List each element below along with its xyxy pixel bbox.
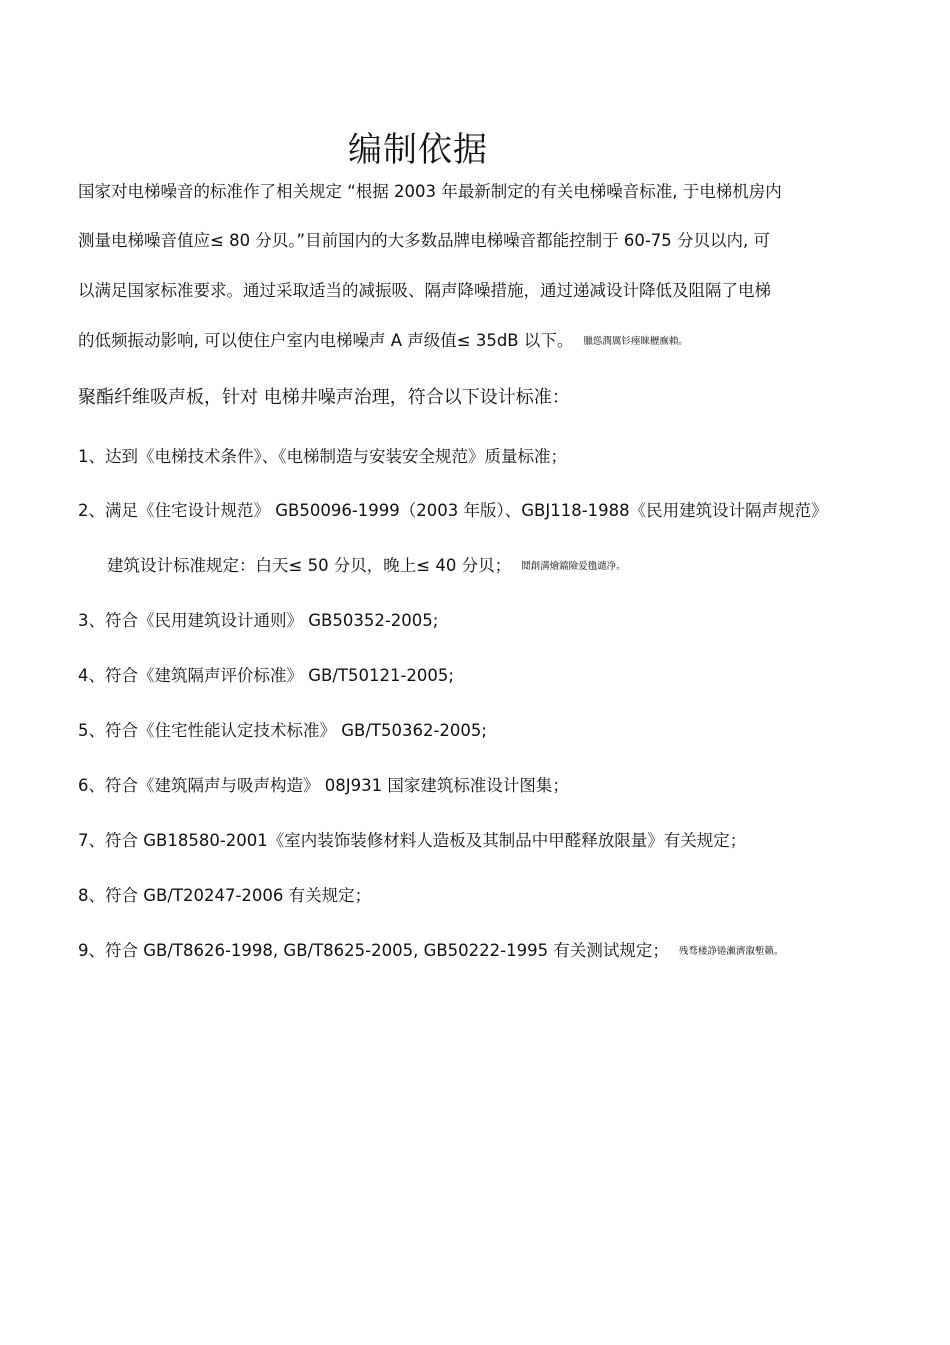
intro-line-3: 以满足国家标准要求。通过采取适当的减振吸、隔声降噪措施，通过递减设计降低及阻隔了电梯 xyxy=(78,281,771,300)
list-item-4: 4、符合《建筑隔声评价标准》 GB/T50121-2005; xyxy=(78,666,454,685)
list-item-9 xyxy=(78,940,783,963)
item9-tiny-text: 残骛楼諍锩瀨濟溆塹籟。 xyxy=(678,945,784,957)
list-item-3: 3、符合《民用建筑设计通则》 GB50352-2005; xyxy=(78,611,439,630)
intro-line-1: 国家对电梯噪音的标准作了相关规定 “根据 2003 年最新制定的有关电梯噪音标准, 于电梯机房内 xyxy=(78,182,782,201)
list-item-5: 5、符合《住宅性能认定技术标准》 GB/T50362-2005; xyxy=(78,721,487,740)
intro-line-4-text: 的低频振动影响, 可以使住户室内电梯噪声 A 声级值≤ 35dB 以下。 xyxy=(78,331,574,350)
intro-line-2: 测量电梯噪音值应≤ 80 分贝。”目前国内的大多数品牌电梯噪音都能控制于 60-75 分贝以内, 可 xyxy=(78,231,771,250)
intro-line-4 xyxy=(78,330,688,353)
list-item-1: 1、达到《电梯技术条件》、《电梯制造与安装安全规范》质量标准； xyxy=(78,447,567,466)
page-title: 编制依据 xyxy=(348,130,488,170)
list-item-9-text: 9、符合 GB/T8626-1998, GB/T8625-2005, GB50222-1995 有关测试规定； xyxy=(78,941,669,960)
list-item-2: 2、满足《住宅设计规范》 GB50096-1999（2003 年版）、GBJ118-1988《民用建筑设计隔声规范》 xyxy=(78,501,828,520)
list-item-7: 7、符合 GB18580-2001《室内装饰装修材料人造板及其制品中甲醛释放限量》有关规定； xyxy=(78,831,747,850)
list-item-2-continued xyxy=(107,555,626,578)
list-item-6: 6、符合《建筑隔声与吸声构造》 08J931 国家建筑标准设计图集； xyxy=(78,776,569,795)
standards-heading: 聚酯纤维吸声板，针对 电梯井噪声治理，符合以下设计标准： xyxy=(78,387,570,408)
list-item-2-continued-text: 建筑设计标准规定：白天≤ 50 分贝，晚上≤ 40 分贝； xyxy=(107,556,512,575)
list-item-8: 8、符合 GB/T20247-2006 有关规定； xyxy=(78,886,372,905)
intro-tiny-text: 臘慫潤厲钐瘞睞櫪廡賴。 xyxy=(583,335,688,347)
item2-tiny-text: 鬩創溝燴鐺險爱氇谴净。 xyxy=(521,560,626,572)
